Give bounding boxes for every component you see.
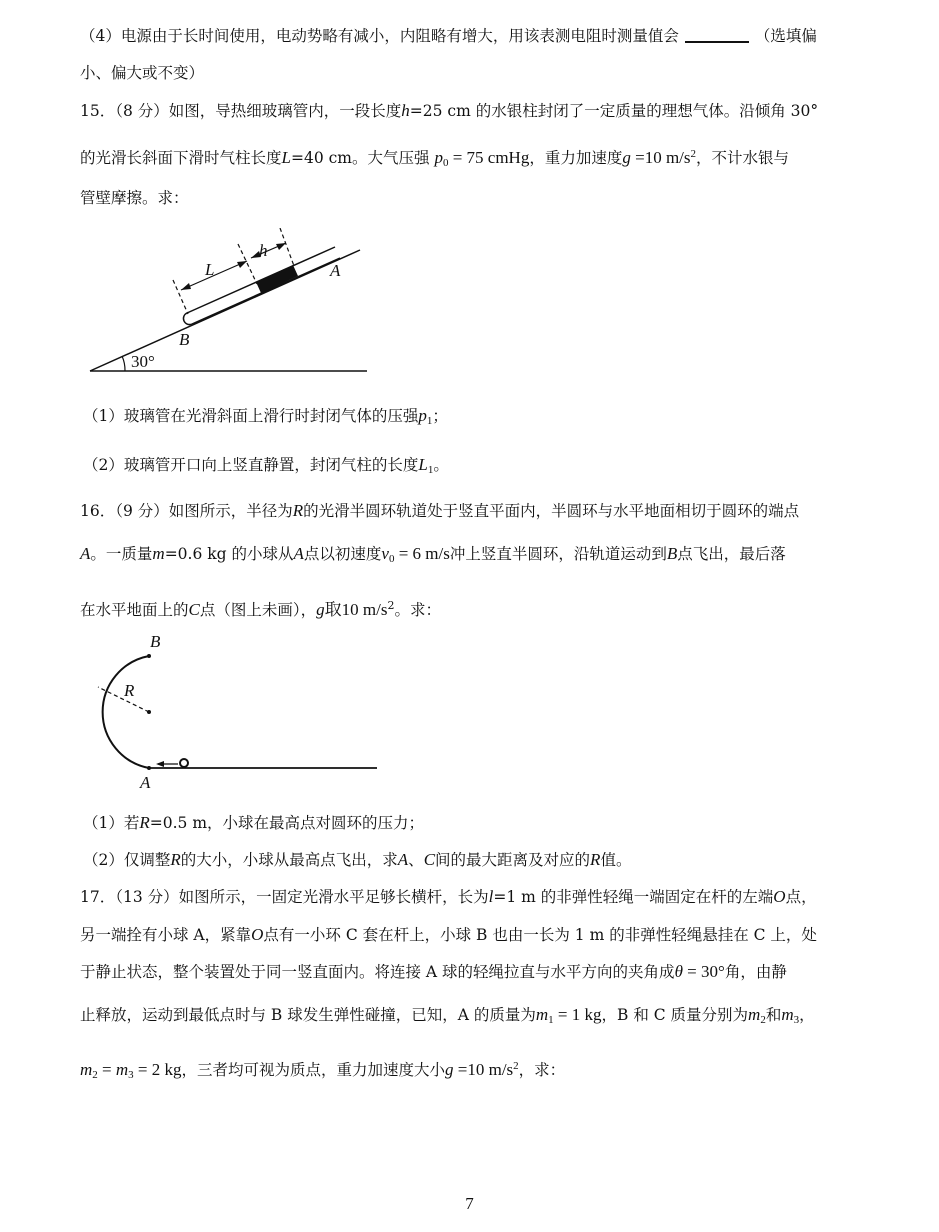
q17-line3: 于静止状态，整个装置处于同一竖直面内。将连接 A 球的轻绳拉直与水平方向的夹角成θ = 30°角，由静 [80, 962, 787, 981]
label-A: A [140, 773, 151, 792]
angle-arc [122, 356, 125, 371]
q14-part4-line2: 小、偏大或不变） [80, 64, 205, 82]
point-A-dot [147, 766, 151, 770]
q15-line1: 15．（8 分）如图，导热细玻璃管内，一段长度h=25 cm 的水银柱封闭了一定质量的理想气体。沿倾角 30° [80, 101, 819, 120]
q16-line1: 16．（9 分）如图所示，半径为R的光滑半圆环轨道处于竖直平面内，半圆环与水平地面相切于圆环的端点 [80, 501, 800, 520]
label-B: B [179, 330, 190, 349]
page-number: 7 [465, 1194, 474, 1213]
dim-dash-1 [173, 280, 188, 314]
q14-part4-line1: （4）电源由于长时间使用，电动势略有减小，内阻略有增大，用该表测电阻时测量值会 （选填偏 [80, 27, 817, 45]
semicircle-track [103, 656, 149, 768]
angle-label: 30° [131, 352, 155, 371]
q17-line4: 止释放，运动到最低点时与 B 球发生弹性碰撞，已知，A 的质量为$m_1 = 1$ kg，B 和 C 质量分别为$m_2$和$m_3$， [80, 1005, 815, 1026]
q16-part2: （2）仅调整R的大小，小球从最高点飞出，求A、C间的最大距离及对应的R值。 [83, 850, 632, 869]
q15-line3: 管壁摩擦。求： [80, 189, 189, 207]
label-B: B [150, 632, 161, 651]
q15-part2: （2）玻璃管开口向上竖直静置，封闭气柱的长度$L_1$。 [83, 455, 449, 476]
q15-line2: 的光滑长斜面下滑时气柱长度L=40 cm。大气压强 $p_0 = 75$ cmHg，重力加速度g =10 $m/s^2$，不计水银与 [80, 148, 790, 169]
label-A: A [330, 261, 341, 280]
q16-semicircle-figure [80, 630, 390, 795]
q15-incline-figure [85, 228, 385, 378]
q17-line5: $m_2 = m_3 = 2$ kg，三者均可视为质点，重力加速度大小g =10 $m/s^2$，求： [80, 1060, 566, 1081]
q17-line2: 另一端拴有小球 A，紧靠O点有一小环 C 套在杆上，小球 B 也由一长为 1 m 的非弹性轻绳悬挂在 C 上，处 [80, 925, 817, 944]
label-R: R [124, 681, 135, 700]
answer-blank [685, 27, 749, 43]
dim-dash-3 [280, 228, 294, 266]
point-B-dot [147, 654, 151, 658]
q17-line1: 17．（13 分）如图所示，一固定光滑水平足够长横杆，长为l=1 m 的非弹性轻绳一端固定在杆的左端O点， [80, 887, 817, 906]
q15-part1: （1）玻璃管在光滑斜面上滑行时封闭气体的压强$p_1$； [83, 406, 448, 427]
ball [180, 759, 188, 767]
tube-closed-end [183, 313, 192, 325]
label-h: h [259, 241, 268, 260]
label-L: L [205, 260, 215, 279]
q16-line3: 在水平地面上的C点（图上未画），g取10 $m/s^2$。求： [80, 599, 441, 619]
q16-part1: （1）若R=0.5 m，小球在最高点对圆环的压力； [83, 813, 425, 832]
q16-line2: A。一质量m=0.6 kg 的小球从A点以初速度$v_0 = 6$ m/s冲上竖直半圆环，沿轨道运动到B点飞出，最后落 [80, 544, 786, 565]
